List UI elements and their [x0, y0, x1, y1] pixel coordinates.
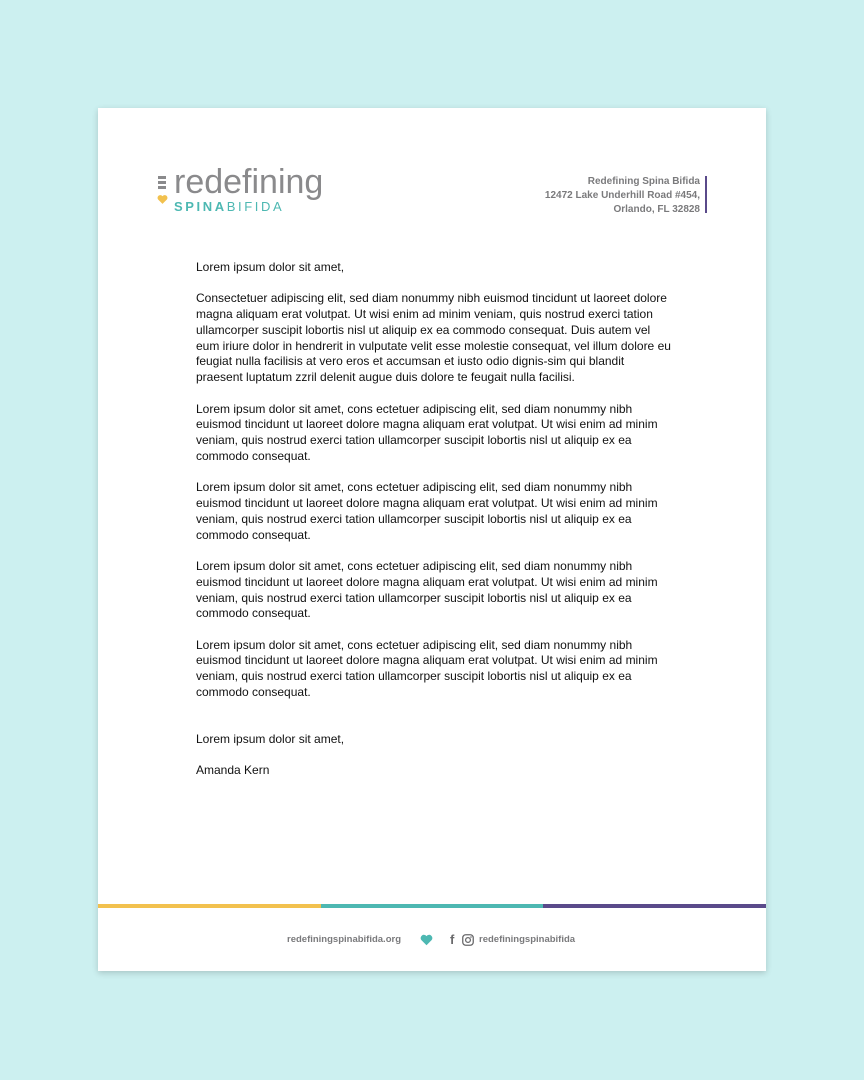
address-divider [705, 176, 707, 213]
footer [98, 932, 766, 948]
logo-subtitle [174, 200, 284, 214]
sender-address [460, 175, 706, 217]
heart-icon [157, 194, 168, 205]
instagram-icon[interactable] [462, 934, 474, 946]
logo-wordmark: redefining [174, 163, 324, 201]
letter-body [196, 260, 671, 794]
salutation: Lorem ipsum dolor sit amet, [196, 260, 345, 274]
stripe-yellow [98, 904, 321, 908]
logo-bars-icon [158, 176, 166, 191]
heart-icon [420, 934, 433, 946]
address-line-3: Orlando, FL 32828 [613, 204, 700, 215]
stripe-teal [321, 904, 544, 908]
paragraph: Lorem ipsum dolor sit amet, cons ectetuer adipiscing elit, sed diam nonummy nibh euismod tincidunt ut laoreet dolore magna aliquam erat volutpat. Ut wisi enim ad minim veniam, quis nostrud exerci tation ullamcorper suscipit lobortis nisl ut aliquip ex ea commodo consequat. [196, 480, 658, 542]
stripe-purple [543, 904, 766, 908]
letterhead-page [98, 108, 766, 971]
paragraph: Lorem ipsum dolor sit amet, cons ectetuer adipiscing elit, sed diam nonummy nibh euismod tincidunt ut laoreet dolore magna aliquam erat volutpat. Ut wisi enim ad minim veniam, quis nostrud exerci tation ullamcorper suscipit lobortis nisl ut aliquip ex ea commodo consequat. [196, 401, 658, 463]
logo-sub-bold: SPINA [174, 199, 227, 214]
address-line-2: 12472 Lake Underhill Road #454, [544, 190, 700, 201]
paragraph: Lorem ipsum dolor sit amet, cons ectetuer adipiscing elit, sed diam nonummy nibh euismod tincidunt ut laoreet dolore magna aliquam erat volutpat. Ut wisi enim ad minim veniam, quis nostrud exerci tation ullamcorper suscipit lobortis nisl ut aliquip ex ea commodo consequat. [196, 558, 658, 621]
logo [158, 163, 358, 218]
signature: Amanda Kern [196, 763, 270, 778]
paragraph: Lorem ipsum dolor sit amet, cons ectetuer adipiscing elit, sed diam nonummy nibh euismod tincidunt ut laoreet dolore magna aliquam erat volutpat. Ut wisi enim ad minim veniam, quis nostrud exerci tation ullamcorper suscipit lobortis nisl ut aliquip ex ea commodo consequat. [196, 637, 658, 700]
logo-sub-light: BIFIDA [226, 199, 285, 214]
facebook-icon[interactable]: f [450, 932, 455, 947]
footer-color-stripes [98, 904, 766, 908]
closing: Lorem ipsum dolor sit amet, [196, 731, 345, 746]
social-handle[interactable]: redefiningspinabifida [479, 934, 576, 945]
website-link[interactable]: redefiningspinabifida.org [287, 934, 402, 945]
paragraph: Consectetuer adipiscing elit, sed diam nonummy nibh euismod tincidunt ut laoreet dolore magna aliquam erat volutpat. Ut wisi enim ad minim veniam, quis nostrud exerci tation ullamcorper suscipit lobortis nisl ut aliquip ex ea commodo consequat. Duis autem vel eum iriure dolor in hendrerit in vulputate velit esse molestie consequat, vel illum dolore eu feugiat nulla facilisis at vero eros et accumsan et iusto odio dignis-sim qui blandit praesent luptatum zzril delenit augue duis dolore te feugait nulla facilisi. [196, 291, 671, 385]
address-line-1: Redefining Spina Bifida [587, 176, 700, 187]
